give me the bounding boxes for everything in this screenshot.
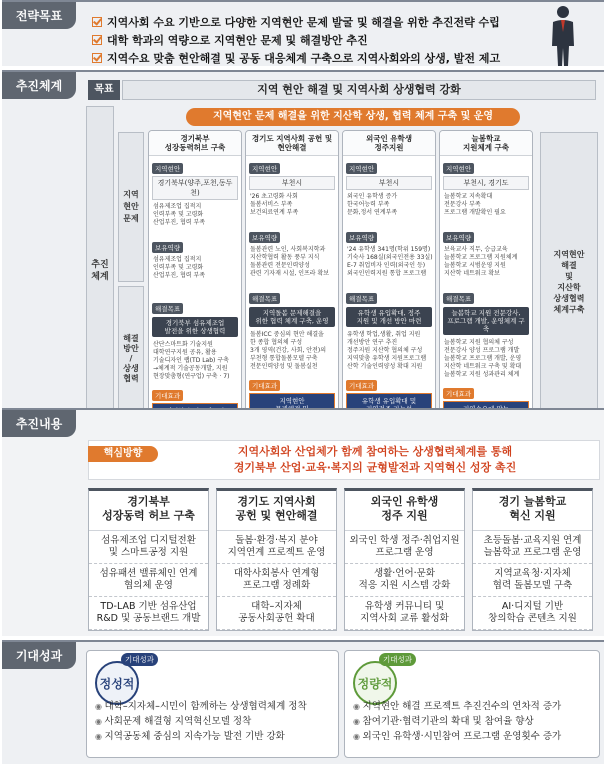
area-box: 부천시: [346, 176, 432, 190]
list-item: 지산학협력 활동 풍부 지식: [250, 254, 320, 261]
system-column: [245, 130, 339, 432]
goal-text: 지역사회 수요 기반으로 다양한 지역현안 문제 발굴 및 해결을 위한 추진전략 수립: [107, 16, 500, 29]
capability-list: [246, 244, 338, 286]
list-item: ◉ 대학–지자체–시민이 함께하는 상생협력체계 정착: [95, 699, 307, 714]
section-goal-label: 전략목표: [2, 2, 76, 29]
list-item: E-7 취업비자 인력(외국인 등): [347, 262, 426, 269]
list-item: '24 유학생 341명(학위 159명): [347, 246, 431, 253]
goal-text: 지역수요 맞춤 현안해결 및 공동 대응체계 구축으로 지역사회와의 상생, 발전 제고: [107, 52, 501, 65]
column-title: 외국인 유학생 정주지원: [343, 131, 435, 156]
local-issue-tag: 지역현안: [249, 163, 280, 174]
list-item: 기숙사 168실(외국인전용 33실): [347, 254, 433, 261]
local-issue-tag: 지역현안: [346, 163, 377, 174]
list-item: '26 초고령화 사회: [250, 193, 298, 200]
list-item: 늘봄학교 지원 협의체 구성: [444, 339, 514, 346]
qualitative-small-tag: 기대성과: [121, 653, 158, 666]
list-item: 늘봄학교 프로그램 개발, 운영: [444, 355, 522, 362]
solution-goal-tag: 해결목표: [443, 293, 474, 304]
list-item: 돌봄ICC 중심의 현안 해결을: [250, 331, 324, 338]
solution-goal-tag: 해결목표: [152, 303, 183, 314]
qualitative-box: [86, 650, 339, 758]
list-item: 인력부족 및 고령화: [153, 211, 204, 218]
goal-item: [92, 32, 368, 48]
list-item: 산업부진, 협력 부족: [153, 219, 206, 226]
list-item: 산단스마트화 기술지원: [153, 341, 213, 348]
list-item: 늘봄학교 시범운영 지원: [444, 262, 506, 269]
right-summary-label: 지역현안 해결 및 지산학 상생협력 체계구축: [540, 132, 598, 432]
list-item: 지산학 네트워크 구축 및 확대: [444, 363, 522, 370]
list-item: 돌봄관련 전문인력양성: [250, 262, 310, 269]
system-column: [342, 130, 436, 432]
expected-effect-tag: 기대효과: [346, 380, 377, 391]
column-title: 늘봄학교 지원체계 구축: [440, 131, 532, 156]
expected-effect-tag: 기대효과: [249, 380, 280, 391]
area-box: 부천시: [249, 176, 335, 190]
list-item: 외국인 유학생 증가: [347, 193, 398, 200]
section-system-label: 추진체계: [2, 72, 76, 99]
qualitative-list: [95, 699, 307, 744]
list-item: ◉ 참여기관·협력기관의 확대 및 참여율 향상: [353, 714, 561, 729]
solution-goal-tag: 해결목표: [249, 293, 280, 304]
card-item: 대학–지자체 공동사회공헌 확대: [217, 597, 336, 630]
card-title: 경기북부 성장동력 허브 구축: [89, 491, 208, 531]
solution-goal-tag: 해결목표: [346, 293, 377, 304]
list-item: 전문강사 양성 프로그램 개발: [444, 347, 520, 354]
expected-effect: 유학생 유입확대 및: [346, 393, 432, 425]
plan-list: [149, 339, 241, 383]
list-item: 개선방안 연구 추진: [347, 339, 398, 346]
check-icon: [92, 35, 102, 45]
core-direction-line2: 경기북부 산업·교육·복지의 균형발전과 지역혁신 성장 촉진: [233, 461, 517, 474]
list-item: 늘봄학교 지원 성과관리 체계: [444, 371, 520, 378]
quantitative-label: 정량적: [353, 661, 397, 705]
issue-list: [149, 201, 241, 235]
list-item: 지역맞춤 유학생 지원프로그램: [347, 355, 427, 362]
list-item: 프로그램 개발확인 필요: [444, 209, 506, 216]
expected-effect-tag: 기대효과: [443, 388, 474, 399]
capability-tag: 보유역량: [443, 232, 474, 243]
list-item: 산학 기술인력양성 확대 지원: [347, 363, 423, 370]
plan-list: [246, 329, 338, 373]
plan-list: [440, 337, 532, 381]
list-item: 산업부진, 협력 부족: [153, 272, 206, 279]
list-item: ◉ 지역공동체 중심의 지속가능 발전 기반 강화: [95, 729, 307, 744]
list-item: 늘봄학교 프로그램 지원체계: [444, 254, 518, 261]
strategy-card: [88, 488, 209, 631]
capability-tag: 보유역량: [346, 232, 377, 243]
card-item: 생활·언어·문화 적응 지원 시스템 강화: [345, 564, 464, 597]
check-icon: [92, 17, 102, 27]
list-item: 한국어능력 부족: [347, 201, 390, 208]
card-item: AI·디지털 기반 창의학습 콘텐츠 지원: [473, 597, 592, 630]
issue-list: [343, 191, 435, 225]
list-item: 정주지원 지산학 협의체 구성: [347, 347, 423, 354]
card-item: 유학생 커뮤니티 및 지역사회 교류 활성화: [345, 597, 464, 630]
goal-item: [92, 50, 500, 66]
area-box: 경기북부(양주,포천,동두천): [152, 176, 238, 200]
core-direction-label: 핵심방향: [88, 446, 158, 462]
objective-text: 지역 현안 해결 및 지역사회 상생협력 강화: [122, 80, 596, 100]
capability-tag: 보유역량: [249, 232, 280, 243]
objective-label: 목표: [88, 80, 120, 100]
list-item: 3개 영역(건강, 사회, 안전)의: [250, 347, 326, 354]
issue-list: [246, 191, 338, 225]
qualitative-label: 정성적: [95, 661, 139, 705]
solution-goal: 지역돌봄 문제해결을 위한 협력 체계 구축, 운영: [249, 307, 335, 327]
goal-text: 대학 학과의 역량으로 지역현안 문제 및 해결방안 추진: [107, 34, 368, 47]
card-title: 경기도 지역사회 공헌 및 현안해결: [217, 491, 336, 531]
quantitative-list: [353, 699, 561, 744]
card-item: TD-LAB 기반 섬유산업 R&D 및 공동브랜드 개발: [89, 597, 208, 630]
column-title: 경기도 지역사회 공헌 및 현안해결: [246, 131, 338, 156]
card-item: 지역교육청·지자체 협력 돌봄모델 구축: [473, 564, 592, 597]
system-column: [148, 130, 242, 432]
list-item: 관련 기자재 시설, 인프라 확보: [250, 270, 330, 277]
list-item: 지산학 네트워크 확보: [444, 270, 500, 277]
list-item: 부천형 통합돌봄모델 구축: [250, 355, 318, 362]
card-title: 경기 늘봄학교 혁신 지원: [473, 491, 592, 531]
strategy-card: [472, 488, 593, 631]
list-item: 돌봄서비스 부족: [250, 201, 293, 208]
core-direction-line1: 지역사회와 산업체가 함께 참여하는 상생협력체계를 통해: [237, 445, 513, 458]
list-item: 한 종합 협의체 구성: [250, 339, 303, 346]
system-side-label: 추진 체계: [86, 106, 114, 436]
list-item: 외국인인력지원 통합 프로그램: [347, 270, 427, 277]
expected-effect: 지역현안: [249, 393, 335, 425]
check-icon: [92, 53, 102, 63]
list-item: 기술디자인 랩(TD Lab) 구축: [153, 357, 229, 364]
list-item: 보육교사 직무, 승급교육: [444, 246, 508, 253]
area-box: 부천시, 경기도: [443, 176, 529, 190]
goal-item: [92, 14, 500, 30]
solution-goal: 경기북부 섬유제조업 발전을 위한 상생협력: [152, 317, 238, 337]
expected-effect-tag: 기대효과: [152, 390, 183, 401]
section-content-label: 추진내용: [2, 410, 76, 437]
card-item: 돌봄·환경·복지 분야 지역연계 프로젝트 운영: [217, 531, 336, 564]
local-issue-label: 지역 현안 문제: [118, 132, 144, 282]
list-item: ◉ 외국인 유학생·시민참여 프로그램 운영횟수 증가: [353, 729, 561, 744]
card-item: 섬유제조업 디지털전환 및 스마트공정 지원: [89, 531, 208, 564]
card-item: 대학사회봉사 연계형 프로그램 정례화: [217, 564, 336, 597]
businessman-icon: [548, 4, 578, 66]
solution-goal: 늘봄학교 지원 전문강사, 프로그램 개발, 운영체계 구축: [443, 307, 529, 335]
list-item: 섬유제조업 집적지: [153, 203, 202, 210]
card-item: 섬유패션 밸류체인 연계 협의체 운영: [89, 564, 208, 597]
card-item: 외국인 학생 정주·취업지원 프로그램 운영: [345, 531, 464, 564]
solution-goal: 유학생 유입확대, 정주 지원 및 개선 방안 마련: [346, 307, 432, 327]
list-item: 유학생 학업,생활, 취업 지원: [347, 331, 421, 338]
capability-list: [440, 244, 532, 286]
list-item: 문화,정서 연계부족: [347, 209, 398, 216]
local-issue-tag: 지역현안: [152, 163, 183, 174]
list-item: ◉ 사회문제 해결형 지역혁신모델 정착: [95, 714, 307, 729]
system-banner: 지역현안 문제 해결을 위한 지산학 상생, 협력 체계 구축 및 운영: [186, 108, 520, 126]
list-item: 대학연구지원 공유, 활용: [153, 349, 217, 356]
plan-list: [343, 329, 435, 373]
quantitative-box: [344, 650, 600, 758]
list-item: 전문인력양성 및 돌봄실천: [250, 363, 318, 370]
list-item: →체계적 기술공동개발, 지원: [153, 365, 228, 372]
card-title: 외국인 유학생 정주 지원: [345, 491, 464, 531]
local-issue-tag: 지역현안: [443, 163, 474, 174]
card-item: 초등돌봄·교육지원 연계 늘봄학교 프로그램 운영: [473, 531, 592, 564]
list-item: ◉ 지역현안 해결 프로젝트 추진건수의 연차적 증가: [353, 699, 561, 714]
section-effect-label: 기대성과: [2, 642, 76, 669]
list-item: 늘봄학교 지속확대: [444, 193, 493, 200]
system-column: [439, 130, 533, 432]
list-item: 보건의료연계 부족: [250, 209, 299, 216]
issue-list: [440, 191, 532, 225]
list-item: 섬유제조업 집적지: [153, 256, 202, 263]
capability-list: [343, 244, 435, 286]
strategy-card: [216, 488, 337, 631]
column-title: 경기북부 성장동력허브 구축: [149, 131, 241, 156]
strategy-card: [344, 488, 465, 631]
quantitative-small-tag: 기대성과: [379, 653, 416, 666]
capability-tag: 보유역량: [152, 242, 183, 253]
list-item: 전문강사 부족: [444, 201, 481, 208]
list-item: 돌봄관련 노인, 사회복지학과: [250, 246, 326, 253]
solution-label: 해결 방안 / 상생 협력: [118, 286, 144, 432]
capability-list: [149, 254, 241, 296]
list-item: 현장맞춤형(연구업) 구축 · 7): [153, 373, 230, 380]
list-item: 인력부족 및 고령화: [153, 264, 204, 271]
